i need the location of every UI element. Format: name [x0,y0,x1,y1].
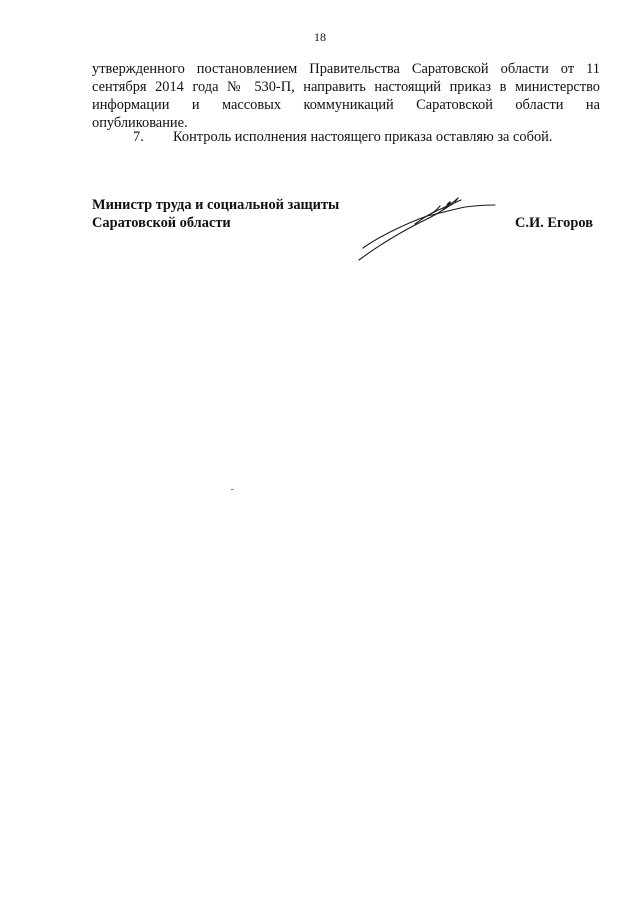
signatory-title-line1: Министр труда и социальной защиты [92,197,340,213]
paragraph-line: сентября 2014 года № 530-П, направить настоящий приказ в министерство [92,79,600,95]
list-item-7 [133,128,552,146]
signatory-name: С.И. Егоров [515,215,593,231]
item-number: 7. [133,129,144,145]
paragraph-line: информации и массовых коммуникаций Саратовской области на [92,97,600,113]
page-number: 18 [314,30,326,44]
scan-speck [231,489,234,490]
paragraph-line: опубликование. [92,115,188,131]
body-paragraph [92,60,600,132]
handwritten-signature [355,188,500,263]
signatory-title [92,196,339,232]
paragraph-line: утвержденного постановлением Правительства Саратовской области от 11 [92,61,600,77]
signatory-title-line2: Саратовской области [92,215,231,231]
item-text: Контроль исполнения настоящего приказа оставляю за собой. [173,129,553,145]
